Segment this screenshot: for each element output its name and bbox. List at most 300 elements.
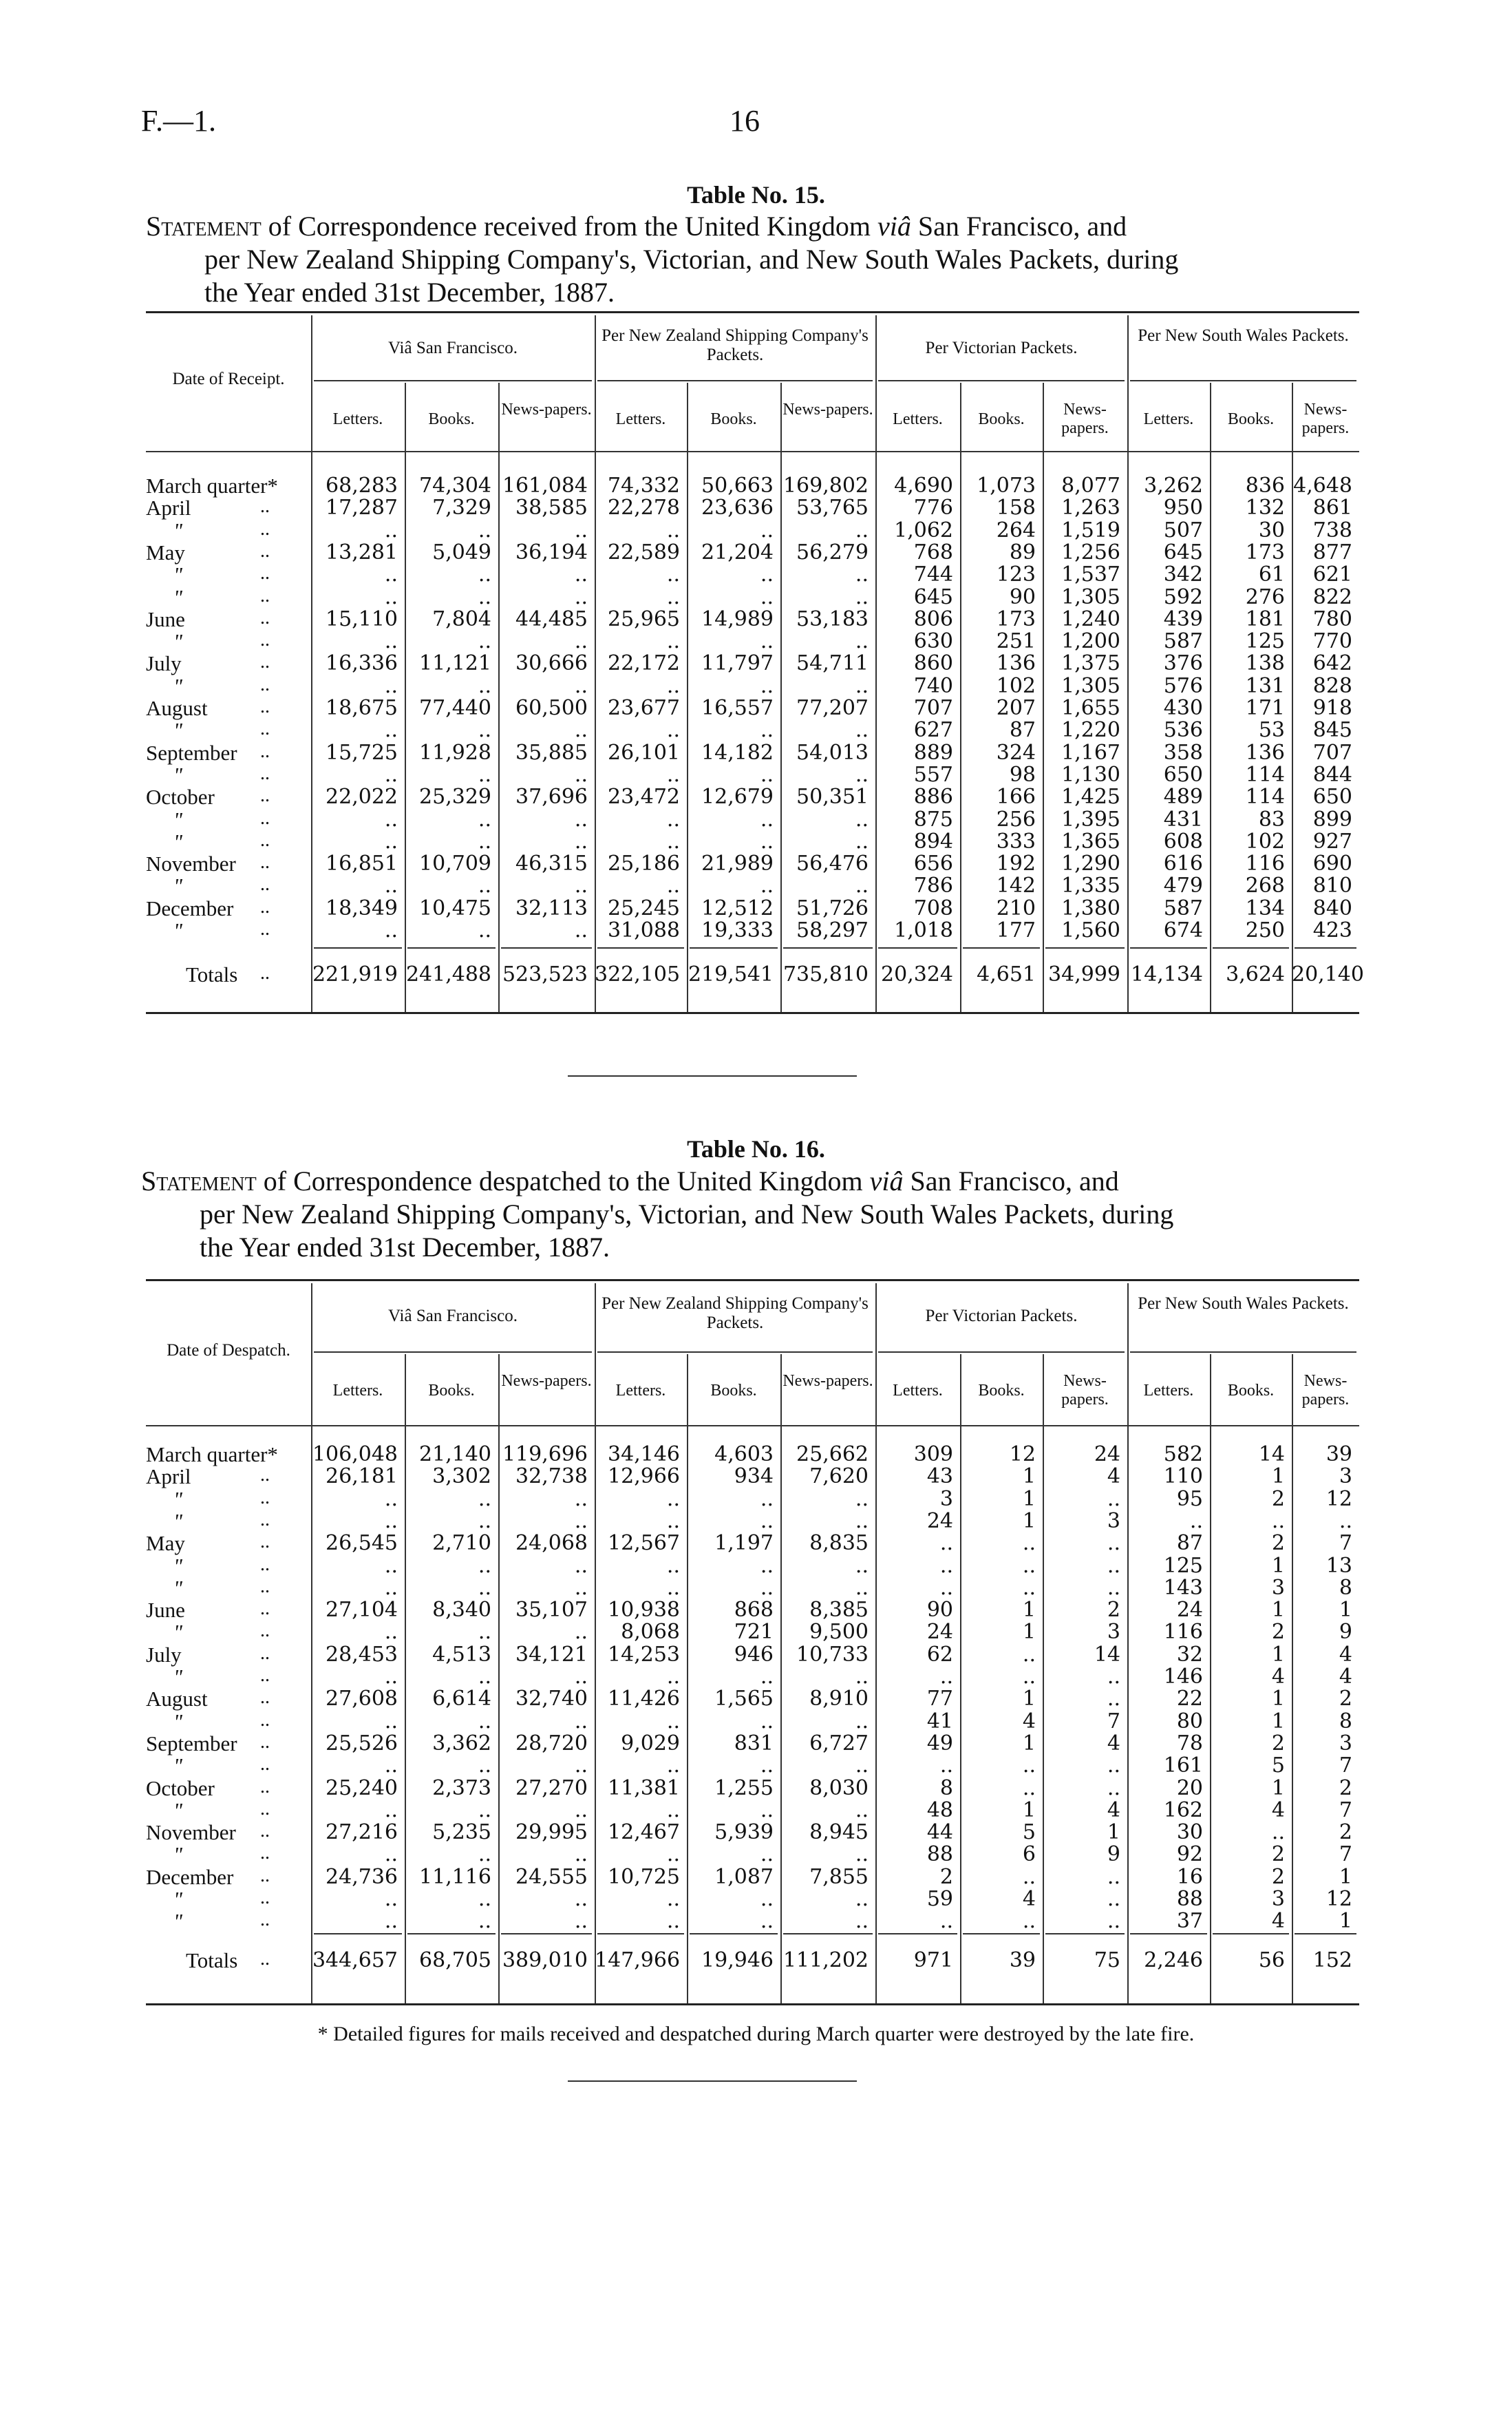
table-cell: 74,332 (608, 474, 680, 498)
table-cell: 868 (734, 1598, 774, 1623)
table-cell: 136 (996, 651, 1036, 676)
table-cell: 114 (1245, 785, 1285, 810)
table-cell: .. (574, 1620, 588, 1645)
table-cell: 886 (913, 785, 953, 810)
table-cell: .. (760, 1753, 774, 1778)
table-cell: .. (478, 762, 491, 787)
table-cell: 1 (1271, 1775, 1285, 1800)
table-cell: 27,216 (326, 1820, 398, 1845)
table-cell: .. (478, 629, 491, 654)
table-cell: 8 (1339, 1709, 1352, 1733)
table-15-title: Table No. 15. (687, 181, 825, 209)
table-cell: 1,655 (1061, 696, 1120, 720)
table-cell: 5,235 (432, 1820, 491, 1845)
table-cell: 3 (1339, 1731, 1352, 1755)
table-cell: 21,140 (419, 1442, 491, 1466)
leader-dots: .. (260, 1709, 270, 1731)
column-group-header: Per Victorian Packets. (925, 1307, 1078, 1325)
table-cell: 39 (1325, 1442, 1352, 1466)
table-cell: 192 (996, 852, 1036, 876)
column-subheader: Letters. (615, 1382, 666, 1400)
table-cell: 17,287 (326, 496, 398, 520)
table-cell: .. (384, 1887, 398, 1911)
table-cell: 1 (1339, 1909, 1352, 1934)
table-cell: .. (666, 718, 680, 743)
table-cell: 630 (913, 629, 953, 654)
table-cell: 58,297 (796, 918, 869, 942)
table-cell: 650 (1163, 762, 1203, 787)
table-cell: 38,585 (515, 496, 588, 520)
table-cell: 1 (1271, 1709, 1285, 1733)
group-underline (878, 1351, 1125, 1353)
table-cell: .. (1107, 1753, 1120, 1778)
table-cell: 9 (1107, 1842, 1120, 1867)
table-cell: 786 (913, 874, 953, 898)
row-date-label: " (173, 807, 183, 832)
leader-dots: .. (260, 896, 270, 918)
table-cell: 918 (1312, 696, 1352, 720)
table-cell: 14,182 (701, 740, 774, 765)
leader-dots: .. (260, 918, 270, 940)
table-cell: .. (574, 1553, 588, 1578)
table-cell: 26,545 (326, 1531, 398, 1556)
table-cell: 4 (1022, 1709, 1036, 1733)
table-cell: 358 (1163, 740, 1203, 765)
footnote: * Detailed figures for mails received and despatched during March quarter were destroyed by the late fire. (317, 2023, 1195, 2045)
table-cell: 12 (1325, 1486, 1352, 1511)
table-cell: 20 (1176, 1775, 1203, 1800)
leader-dots: .. (260, 1864, 270, 1886)
table-cell: 143 (1163, 1575, 1203, 1600)
table-cell: 61 (1258, 562, 1285, 587)
table-cell: .. (1107, 1775, 1120, 1800)
table-cell: 54,013 (796, 740, 869, 765)
table-cell: 5 (1022, 1820, 1036, 1845)
table-cell: 1,240 (1061, 607, 1120, 631)
table-cell: 2 (1271, 1531, 1285, 1556)
column-group-header: Per New South Wales Packets. (1138, 1294, 1349, 1313)
table-top-rule (146, 1279, 1359, 1281)
table-cell: 7 (1107, 1709, 1120, 1733)
table-cell: 210 (996, 896, 1036, 920)
row-date-label: " (173, 1620, 183, 1645)
table-cell: 18,675 (326, 696, 398, 720)
table-cell: 12,567 (608, 1531, 680, 1556)
group-underline (1130, 1351, 1356, 1353)
table-cell: .. (384, 1665, 398, 1689)
table-cell: 690 (1312, 852, 1352, 876)
table-cell: .. (384, 1753, 398, 1778)
table-cell: 8,030 (809, 1775, 869, 1800)
table-cell: .. (478, 1620, 491, 1645)
table-cell: 102 (996, 673, 1036, 698)
leader-dots: .. (260, 1909, 270, 1931)
table-cell: 95 (1176, 1486, 1203, 1511)
table-cell: 2 (1271, 1620, 1285, 1645)
table-cell: .. (1271, 1508, 1285, 1533)
table-cell: .. (666, 1508, 680, 1533)
table-cell: 35,107 (515, 1598, 588, 1623)
row-date-label: " (173, 629, 183, 654)
table-cell: .. (1022, 1642, 1036, 1667)
table-cell: 37,696 (515, 785, 588, 810)
table-cell: 740 (913, 673, 953, 698)
table-cell: .. (478, 1709, 491, 1733)
totals-cell: 322,105 (595, 962, 681, 987)
table-cell: 13 (1325, 1553, 1352, 1578)
row-date-label: " (173, 1842, 183, 1867)
table-cell: 1,130 (1061, 762, 1120, 787)
table-cell: .. (666, 1709, 680, 1733)
table-cell: 56,279 (796, 540, 869, 565)
table-cell: 430 (1163, 696, 1203, 720)
table-cell: 37 (1176, 1909, 1203, 1934)
table-cell: 251 (996, 629, 1036, 654)
table-cell: 10,475 (419, 896, 491, 920)
table-cell: 161 (1163, 1753, 1203, 1778)
table-cell: 25,240 (326, 1775, 398, 1800)
table-cell: 49 (926, 1731, 953, 1755)
totals-cell: 4,651 (977, 962, 1036, 987)
column-subheader: News-papers. (501, 1372, 592, 1390)
table-cell: .. (478, 562, 491, 587)
table-cell: 822 (1312, 584, 1352, 609)
table-cell: 576 (1163, 673, 1203, 698)
table-cell: .. (855, 1508, 869, 1533)
leader-dots: .. (260, 1620, 270, 1642)
table-cell: .. (478, 718, 491, 743)
table-cell: 877 (1312, 540, 1352, 565)
table-cell: 1,200 (1061, 629, 1120, 654)
table-cell: 123 (996, 562, 1036, 587)
row-date-label: " (173, 673, 183, 698)
table-cell: .. (855, 874, 869, 898)
table-cell: 30 (1176, 1820, 1203, 1845)
table-cell: 161,084 (502, 474, 588, 498)
table-cell: .. (1107, 1909, 1120, 1934)
column-group-header: Per Victorian Packets. (925, 339, 1078, 357)
table-cell: .. (574, 874, 588, 898)
table-cell: 4 (1271, 1797, 1285, 1822)
table-cell: 744 (913, 562, 953, 587)
table-cell: 15,725 (326, 740, 398, 765)
table-cell: 22,022 (326, 785, 398, 810)
table-cell: 342 (1163, 562, 1203, 587)
table-cell: 608 (1163, 829, 1203, 854)
table-cell: .. (574, 518, 588, 542)
table-cell: 158 (996, 496, 1036, 520)
table-cell: .. (384, 673, 398, 698)
leader-dots: .. (260, 540, 270, 562)
table-cell: 5 (1271, 1753, 1285, 1778)
table-cell: 2 (1107, 1598, 1120, 1623)
totals-cell: 111,202 (782, 1948, 869, 1972)
table-cell: 1,018 (894, 918, 953, 942)
table-cell: 34,146 (608, 1442, 680, 1466)
table-cell: 177 (996, 918, 1036, 942)
column-subheader: News-papers. (782, 401, 873, 419)
table-cell: .. (666, 1797, 680, 1822)
table-cell: .. (666, 1842, 680, 1867)
table-cell: 333 (996, 829, 1036, 854)
table-cell: 1,256 (1061, 540, 1120, 565)
table-cell: 1,395 (1061, 807, 1120, 832)
table-cell: 934 (734, 1464, 774, 1489)
table-cell: .. (384, 718, 398, 743)
table-cell: 4 (1339, 1665, 1352, 1689)
table-cell: .. (1107, 1486, 1120, 1511)
table-cell: 3 (1107, 1620, 1120, 1645)
table-cell: 582 (1163, 1442, 1203, 1466)
table-cell: 1,220 (1061, 718, 1120, 743)
table-cell: 708 (913, 896, 953, 920)
table-cell: .. (1022, 1531, 1036, 1556)
totals-rule (1130, 1933, 1207, 1934)
table-cell: 7,855 (809, 1864, 869, 1889)
table-cell: 2 (1271, 1486, 1285, 1511)
table-cell: 24 (926, 1508, 953, 1533)
column-subheader: News-papers. (782, 1372, 873, 1390)
table-cell: .. (574, 1486, 588, 1511)
table-cell: 60,500 (515, 696, 588, 720)
table-cell: 11,381 (608, 1775, 680, 1800)
table-cell: 1,305 (1061, 584, 1120, 609)
table-cell: 7,620 (809, 1464, 869, 1489)
leader-dots: .. (260, 1887, 270, 1908)
table-cell: 831 (734, 1731, 774, 1755)
table-cell: 2,373 (432, 1775, 491, 1800)
table-cell: 106,048 (312, 1442, 398, 1466)
table-cell: .. (1022, 1553, 1036, 1578)
table-cell: 125 (1245, 629, 1285, 654)
table-cell: 10,938 (608, 1598, 680, 1623)
leader-dots: .. (260, 1531, 270, 1553)
table-cell: 7,804 (432, 607, 491, 631)
table-cell: 11,121 (419, 651, 491, 676)
table-cell: 1,380 (1061, 896, 1120, 920)
totals-rule (690, 1933, 778, 1934)
column-subheader: Letters. (1143, 1382, 1194, 1400)
leader-dots: .. (260, 518, 270, 540)
table-cell: .. (939, 1753, 953, 1778)
table-cell: 707 (913, 696, 953, 720)
table-cell: 11,116 (419, 1864, 491, 1889)
table-cell: 889 (913, 740, 953, 765)
table-cell: .. (478, 673, 491, 698)
row-date-label: September (146, 1731, 237, 1755)
table-cell: 90 (926, 1598, 953, 1623)
totals-cell: 241,488 (405, 962, 491, 987)
table-cell: 268 (1245, 874, 1285, 898)
table-cell: .. (939, 1575, 953, 1600)
table-cell: 14 (1258, 1442, 1285, 1466)
table-cell: .. (478, 874, 491, 898)
table-cell: .. (666, 673, 680, 698)
table-cell: 721 (734, 1620, 774, 1645)
table-cell: 77,440 (419, 696, 491, 720)
row-date-label: " (173, 1665, 183, 1689)
table-cell: 627 (913, 718, 953, 743)
table-cell: 89 (1009, 540, 1036, 565)
table-cell: 592 (1163, 584, 1203, 609)
table-cell: 12 (1325, 1887, 1352, 1911)
table-cell: 946 (734, 1642, 774, 1667)
table-cell: .. (855, 1709, 869, 1733)
table-cell: 1 (1271, 1464, 1285, 1489)
table-cell: 24 (926, 1620, 953, 1645)
table-cell: 276 (1245, 584, 1285, 609)
table-cell: 28,720 (515, 1731, 588, 1755)
table-cell: 5,049 (432, 540, 491, 565)
table-cell: .. (1107, 1553, 1120, 1578)
table-cell: .. (384, 1797, 398, 1822)
row-date-label: " (173, 829, 183, 854)
table-cell: .. (760, 1797, 774, 1822)
table-cell: 173 (996, 607, 1036, 631)
row-date-label: " (173, 718, 183, 743)
table-cell: 50,663 (701, 474, 774, 498)
totals-rule (963, 1933, 1040, 1934)
leader-dots: .. (260, 496, 270, 518)
leader-dots: .. (260, 1775, 270, 1797)
table-cell: 2 (1339, 1775, 1352, 1800)
row-date-label: " (173, 874, 183, 898)
table-cell: 4 (1271, 1909, 1285, 1934)
leader-dots: .. (260, 562, 270, 584)
totals-label: Totals (186, 962, 238, 987)
table-cell: 3 (939, 1486, 953, 1511)
table-cell: 1,087 (714, 1864, 774, 1889)
table-cell: .. (855, 673, 869, 698)
table-cell: 894 (913, 829, 953, 854)
leader-dots: .. (260, 785, 270, 807)
row-date-label: November (146, 852, 236, 876)
table-cell: 309 (913, 1442, 953, 1466)
table-cell: .. (478, 518, 491, 542)
table-cell: 768 (913, 540, 953, 565)
table-cell: 806 (913, 607, 953, 631)
table-cell: 828 (1312, 673, 1352, 698)
table-cell: 674 (1163, 918, 1203, 942)
table-cell: .. (1189, 1508, 1203, 1533)
table-cell: 1,365 (1061, 829, 1120, 854)
table-cell: .. (1107, 1531, 1120, 1556)
statement-lead: Statement (146, 211, 262, 242)
table-cell: 3,262 (1144, 474, 1203, 498)
table-cell: 23,677 (608, 696, 680, 720)
row-date-label: " (173, 762, 183, 787)
row-date-label: " (173, 1797, 183, 1822)
statement-lead: Statement (141, 1166, 257, 1196)
table-cell: 26,181 (326, 1464, 398, 1489)
table-cell: 423 (1312, 918, 1352, 942)
table-cell: .. (760, 584, 774, 609)
table-cell: .. (574, 1508, 588, 1533)
table-cell: 53 (1258, 718, 1285, 743)
table-cell: 1,537 (1061, 562, 1120, 587)
table-cell: .. (478, 1909, 491, 1934)
table-cell: .. (760, 518, 774, 542)
table-cell: 44,485 (515, 607, 588, 631)
table-cell: .. (1107, 1887, 1120, 1911)
table-cell: 26,101 (608, 740, 680, 765)
table-cell: .. (384, 1486, 398, 1511)
table-cell: .. (666, 1887, 680, 1911)
leader-dots: .. (260, 962, 270, 984)
table-cell: 4,603 (714, 1442, 774, 1466)
table-cell: 645 (1163, 540, 1203, 565)
leader-dots: .. (260, 1797, 270, 1820)
table-cell: 264 (996, 518, 1036, 542)
row-date-label: December (146, 896, 234, 920)
table-cell: 32 (1176, 1642, 1203, 1667)
row-date-label: April (146, 1464, 191, 1489)
table-cell: 88 (1176, 1887, 1203, 1911)
table-cell: 1 (1271, 1598, 1285, 1623)
table-cell: 62 (926, 1642, 953, 1667)
leader-dots: .. (260, 629, 270, 651)
table-cell: 181 (1245, 607, 1285, 631)
table-cell: 173 (1245, 540, 1285, 565)
table-cell: 24,068 (515, 1531, 588, 1556)
table-cell: 25,526 (326, 1731, 398, 1755)
totals-cell: 344,657 (312, 1948, 398, 1972)
table-cell: 5,939 (714, 1820, 774, 1845)
table-cell: 162 (1163, 1797, 1203, 1822)
table-cell: 146 (1163, 1665, 1203, 1689)
table-cell: 136 (1245, 740, 1285, 765)
table-cell: 6 (1022, 1842, 1036, 1867)
table-cell: .. (574, 1842, 588, 1867)
table-cell: 83 (1258, 807, 1285, 832)
leader-dots: .. (260, 807, 270, 829)
table-cell: 43 (926, 1464, 953, 1489)
table-cell: .. (855, 1665, 869, 1689)
totals-cell: 971 (913, 1948, 953, 1972)
totals-rule (407, 1933, 496, 1934)
table-cell: .. (384, 1909, 398, 1934)
row-date-label: May (146, 540, 185, 565)
table-cell: 48 (926, 1797, 953, 1822)
totals-cell: 735,810 (782, 962, 869, 987)
totals-cell: 39 (1009, 1948, 1036, 1972)
table-cell: .. (855, 584, 869, 609)
table-cell: .. (1107, 1687, 1120, 1711)
table-cell: 256 (996, 807, 1036, 832)
column-subheader: News-papers. (1061, 1372, 1109, 1409)
table-cell: 56,476 (796, 852, 869, 876)
table-cell: 2 (1339, 1687, 1352, 1711)
table-cell: 8 (939, 1775, 953, 1800)
table-cell: 860 (913, 651, 953, 676)
table-cell: .. (760, 762, 774, 787)
column-subheader: Letters. (893, 410, 943, 428)
page-number: 16 (730, 104, 760, 138)
column-group-header: Viâ San Francisco. (387, 339, 518, 357)
table-cell: 927 (1312, 829, 1352, 854)
table-cell: 1 (1339, 1864, 1352, 1889)
table-cell: 14,253 (608, 1642, 680, 1667)
row-date-label: June (146, 607, 185, 631)
table-cell: .. (666, 1909, 680, 1934)
table-cell: 1 (1022, 1486, 1036, 1511)
table-cell: 707 (1312, 740, 1352, 765)
table-cell: .. (855, 807, 869, 832)
table-cell: 587 (1163, 896, 1203, 920)
table-cell: 8,910 (809, 1687, 869, 1711)
table-cell: 1 (1022, 1464, 1036, 1489)
table-cell: 7 (1339, 1753, 1352, 1778)
